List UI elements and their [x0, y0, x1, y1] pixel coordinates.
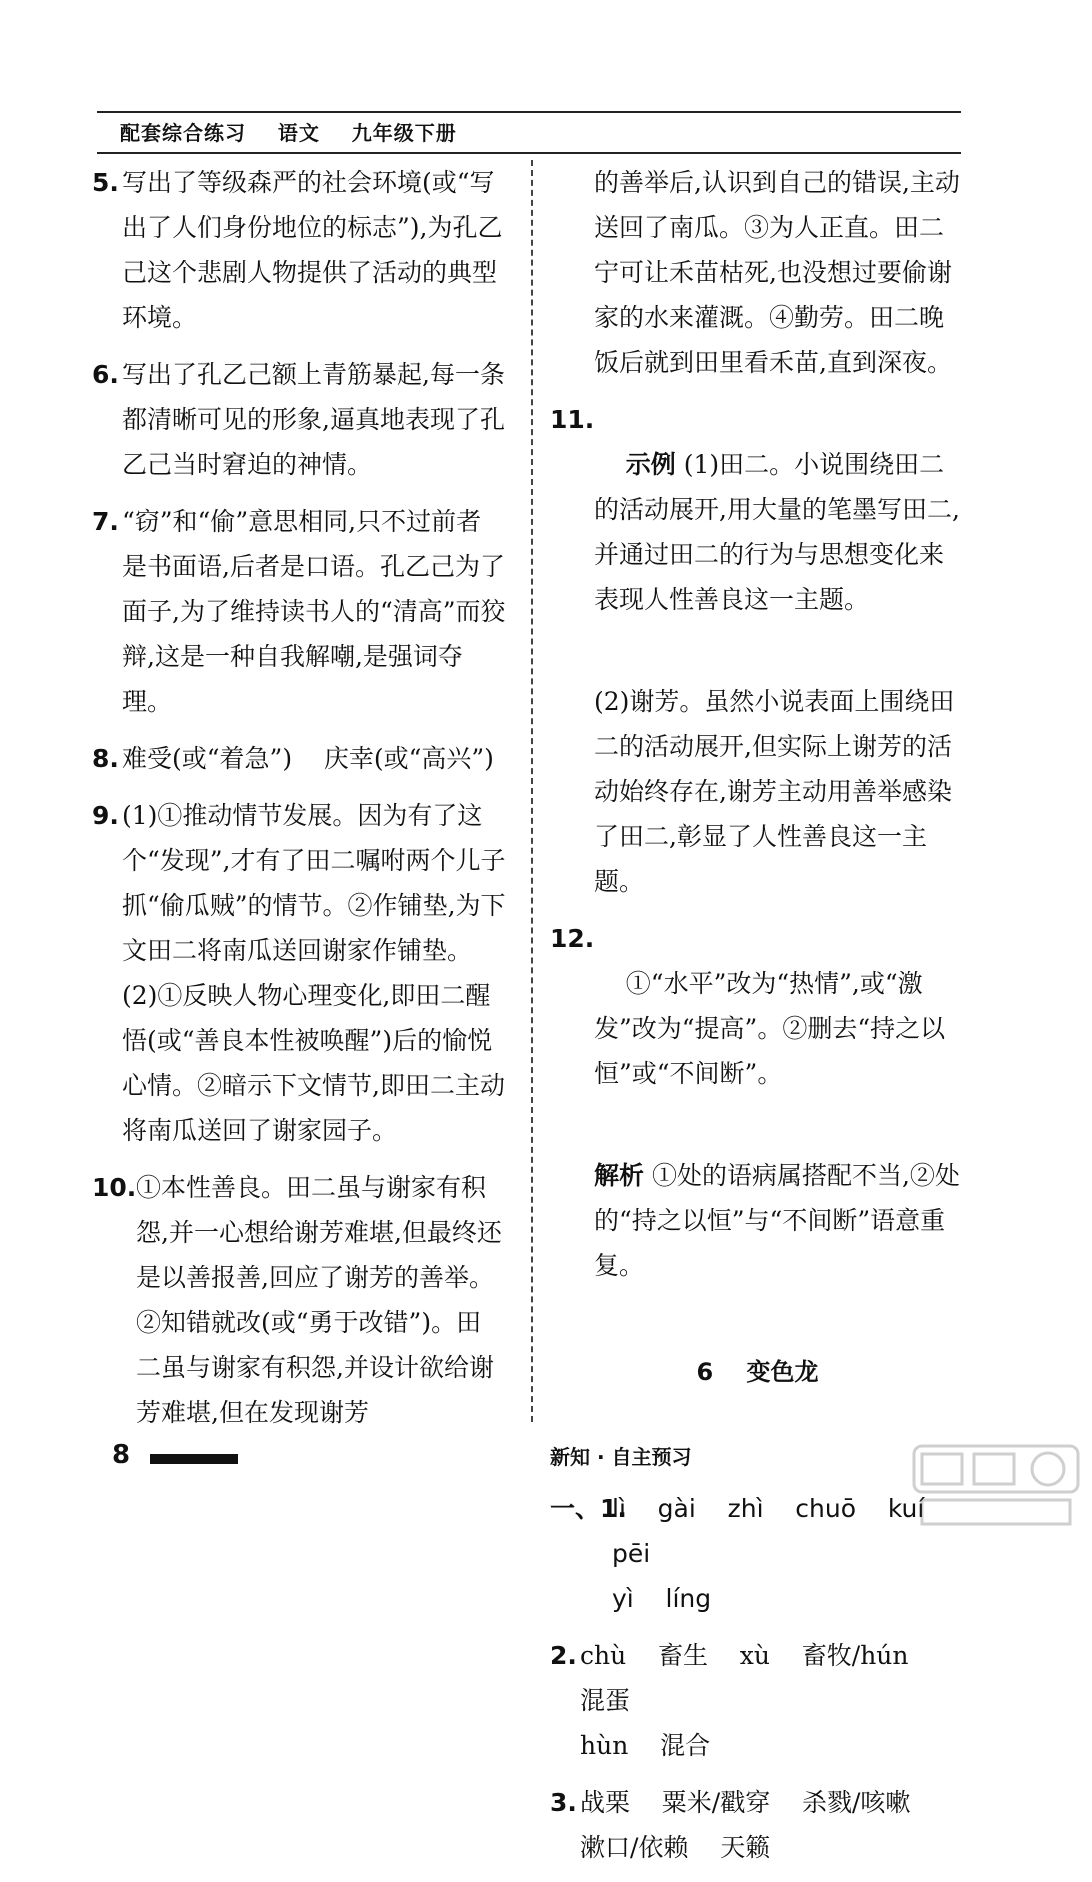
item-number: 7.: [92, 507, 119, 536]
header-top-rule: [97, 111, 961, 113]
item-number: 6.: [92, 360, 119, 389]
question-1: [550, 1486, 965, 1621]
item-number: 11.: [550, 405, 595, 434]
item-number: 5.: [92, 168, 119, 197]
answer-item-12-analysis: [550, 1153, 965, 1288]
pinyin-word-answers: chù 畜生 xù 畜牧/hún 混蛋 hùn 混合: [580, 1641, 909, 1760]
answer-text: 写出了孔乙己额上青筋暴起,每一条都清晰可见的形象,逼真地表现了孔乙己当时窘迫的神情。: [122, 360, 505, 479]
pinyin-answers: lì gài zhì chuō kuí pēi yì líng: [612, 1494, 925, 1613]
answer-text: (1)①推动情节发展。因为有了这个“发现”,才有了田二嘱咐两个儿子抓“偷瓜贼”的情节。②作铺垫,为下文田二将南瓜送回谢家作铺垫。 (2)①反映人物心理变化,即田二醒悟(或“善良本性被唤醒”)后的愉悦心情。②暗示下文情节,即田二主动将南瓜送回了谢家园子。: [122, 801, 506, 1145]
answer-text: ①本性善良。田二虽与谢家有积怨,并一心想给谢芳难堪,但最终还是以善报善,回应了谢芳的善举。②知错就改(或“勇于改错”)。田二虽与谢家有积怨,并设计欲给谢芳难堪,但在发现谢芳: [136, 1173, 502, 1427]
analysis-tag: 解析: [594, 1161, 645, 1190]
item-number: 9.: [92, 801, 119, 830]
answer-item-5: [92, 160, 506, 340]
answer-item-10-continued: 的善举后,认识到自己的错误,主动送回了南瓜。③为人正直。田二宁可让禾苗枯死,也没想过要偷谢家的水来灌溉。④勤劳。田二晚饭后就到田里看禾苗,直到深夜。: [594, 168, 960, 377]
answer-text: “窃”和“偷”意思相同,只不过前者是书面语,后者是口语。孔乙己为了面子,为了维持读书人的“清高”而狡辩,这是一种自我解嘲,是强词夺理。: [122, 507, 506, 716]
item-number: 12.: [550, 924, 595, 953]
right-column: [550, 160, 965, 1882]
section-heading: 新知 · 自主预习: [550, 1445, 692, 1469]
item-number: 3.: [550, 1788, 577, 1817]
answer-item-11: [550, 397, 965, 667]
answer-item-8: [92, 736, 506, 781]
lesson-title: 6 变色龙: [696, 1358, 819, 1386]
item-number: 一、1.: [550, 1494, 627, 1523]
item-number: 8.: [92, 744, 119, 773]
answer-item-6: [92, 352, 506, 487]
word-correction-answers: 战栗 粟米/戳穿 杀戮/咳嗽 漱口/依赖 天籁: [580, 1788, 943, 1862]
answer-text: 写出了等级森严的社会环境(或“写出了人们身份地位的标志”),为孔乙己这个悲剧人物提供了活动的典型环境。: [122, 168, 503, 332]
column-divider: [531, 160, 533, 1422]
question-2: [550, 1633, 965, 1768]
answer-item-7: [92, 499, 506, 724]
analysis-text: ①处的语病属搭配不当,②处的“持之以恒”与“不间断”语意重复。: [594, 1161, 960, 1280]
item-number: 2.: [550, 1641, 577, 1670]
answer-item-11-part2: (2)谢芳。虽然小说表面上围绕田二的活动展开,但实际上谢芳的活动始终存在,谢芳主动用善举感染了田二,彰显了人性善良这一主题。: [594, 687, 955, 896]
answer-item-9: [92, 793, 506, 1153]
running-header: 配套综合练习 语文 九年级下册: [120, 121, 457, 145]
header-bottom-rule: [97, 152, 961, 154]
answer-text: 难受(或“着急”) 庆幸(或“高兴”): [122, 744, 494, 773]
answer-text: (1)田二。小说围绕田二的活动展开,用大量的笔墨写田二,并通过田二的行为与思想变化来表现人性善良这一主题。: [594, 450, 960, 614]
watermark-logo: [912, 1444, 1080, 1530]
page-number: 8: [112, 1440, 131, 1470]
item-number: 10.: [92, 1173, 137, 1202]
left-column: [92, 160, 506, 1447]
example-tag: 示例: [625, 450, 676, 479]
page-number-bar: [150, 1454, 238, 1464]
answer-item-10: [92, 1165, 506, 1435]
question-3: [550, 1780, 965, 1870]
answer-item-12: [550, 916, 965, 1141]
answer-text: ①“水平”改为“热情”,或“激发”改为“提高”。②删去“持之以恒”或“不间断”。: [594, 969, 946, 1088]
